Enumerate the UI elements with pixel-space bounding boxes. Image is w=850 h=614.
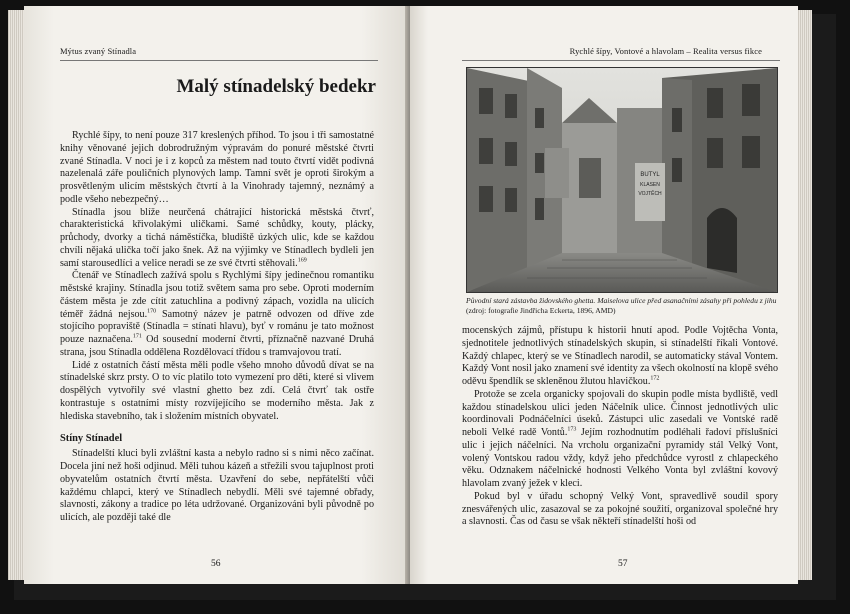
right-body-text bbox=[462, 325, 778, 529]
paragraph-text: Samotný název je patrně odvozen od dříve zde stojícího popraviště (Stínadla = stínati hlavu), byť v románu je tato možnost pouze naznačena. bbox=[60, 308, 375, 345]
paragraph-text: Stínadla jsou blíže neurčená chátrající historická městská čtvrť, charakteristická křivolakými uličkami. Samé schůdky, kouty, plácky, průchody, dvorky a tichá náměstíčka, bludiště úzkých ulic, kde se každou chvíli nějaká ulička točí jako šnek. Až na výjimky ve Stínadlech bydleli jen samí starousedlíci a velice neradi se ze své čtvrti stěhovali. bbox=[60, 206, 374, 269]
paragraph-text: Protože se zcela organicky spojovali do skupin podle místa bydliště, vedl každou stínadelskou ulici jeden Náčelník ulice. Činnost jednotlivých ulic koordinovali Podnáčelníci úseků. Zástupci ulic zasedali ve Vontské radě neboli Velké radě Vontů. bbox=[462, 388, 778, 438]
header-rule bbox=[462, 60, 780, 61]
section-heading: Stíny Stínadel bbox=[60, 433, 123, 445]
paragraph bbox=[60, 130, 374, 207]
paragraph bbox=[60, 207, 374, 271]
footnote-ref[interactable]: 170 bbox=[147, 308, 157, 315]
paragraph-text: Stínadelští kluci byli zvláštní kasta a nebylo radno si s nimi něco začínat. Docela jiní než hoši odjinud. Měli tuhou kázeň a střežili svou tajuplnost proti obyvatelům ostatních čtvrtí města. Uzavření do sebe, nepřátelští vůči každému chlapci, který ve Stínadlech nebydlí. Měli své tajemné obřady, slavnosti, zákony a tradice po léta udržované. Organizováni byli původně po ulicích, ale později také dle bbox=[60, 448, 374, 523]
paragraph-text: mocenských zájmů, přístupu k historii hnutí apod. Podle Vojtěcha Vonta, sjednotitele jednotlivých stínadelských skupin, si stínadelští říkali Vontové. Každý chlapec, který se ve Stínadlech narodil, se automaticky stával Vontem. Každý Vont nosil jako znamení své identity za všech okolností na klopě svého oděvu špendlík se skleněnou žlutou hlavičkou. bbox=[462, 325, 778, 387]
paragraph bbox=[60, 448, 374, 525]
left-page bbox=[24, 6, 416, 584]
page-edge-right bbox=[798, 10, 812, 580]
running-head-left: Mýtus zvaný Stínadla bbox=[60, 46, 137, 56]
page-number-right: 57 bbox=[618, 559, 628, 569]
footnote-ref[interactable]: 173 bbox=[567, 426, 577, 433]
footnote-ref[interactable]: 169 bbox=[297, 257, 307, 264]
photo-caption bbox=[466, 296, 778, 315]
left-body-text bbox=[60, 130, 374, 525]
shop-sign-text: BUTYL bbox=[640, 172, 660, 178]
chapter-title: Malý stínadelský bedekr bbox=[176, 76, 376, 97]
paragraph-text: Lidé z ostatních částí města měli podle všeho mnoho důvodů dívat se na stínadelské skrz prsty. O to víc platilo toto vymezení pro děti, které si vlivem dospělých vytvořily své vlastní ghetto bez zdí. Celá čtvrť tak ostře kontrastuje s ostatními místy rozvíjejícího se moderního města. Jak z hlediska stavebního, tak i složením místních obyvatel. bbox=[60, 359, 374, 422]
paragraph bbox=[462, 389, 778, 491]
caption-text: Původní stará zástavba židovského ghetta. Maiselova ulice před asanačními zásahy při pohledu z jihu bbox=[466, 296, 777, 305]
right-page bbox=[410, 6, 798, 584]
historical-photo bbox=[466, 67, 778, 293]
paragraph bbox=[462, 325, 778, 389]
paragraph bbox=[462, 491, 778, 529]
shop-sign-text: VOJTĚCH bbox=[638, 191, 662, 197]
paragraph bbox=[60, 270, 374, 359]
footnote-ref[interactable]: 172 bbox=[650, 375, 660, 382]
paragraph-text: Jejím rozhodnutím podléhali řadoví příslušníci ulic i jejich náčelníci. Na vrcholu organizační pyramidy stál Velký Vont, volený Vontskou radou vždy, když jeho předchůdce vyrostl z chlapeckého věku. Odznakem náčelnické hodnosti Velkého Vonta byl zvláštní kovový hlavolam zvaný ježek v kleci. bbox=[462, 427, 778, 489]
page-number-left: 56 bbox=[211, 559, 221, 569]
shop-sign-text: KLASEN bbox=[640, 182, 660, 188]
paragraph-text: Pokud byl v úřadu schopný Velký Vont, spravedlivě soudil spory znesvářených ulic, zasazoval se za pokojné soužití, organizoval společné hry a slavnosti. Čas od času se však někteří stínadelští hoši od bbox=[462, 490, 778, 528]
caption-source: (zdroj: fotografie Jindřicha Eckerta, 1896, AMD) bbox=[466, 305, 616, 315]
footnote-ref[interactable]: 171 bbox=[132, 333, 142, 340]
paragraph-text: Čtenář ve Stínadlech zažívá spolu s Rychlými šípy jedinečnou romantiku městské krajiny. Stínadla jsou totiž světem sama pro sebe. Oproti moderním částem města je zde cítit zatuchlina a podivný zápach, vozidla na ulicích téměř žádná nejsou. bbox=[60, 270, 374, 320]
paragraph-text: Od sousední moderní čtvrti, příznačně nazvané Druhá strana, jsou Stínadla oddělena Rozdělovací třídou s tramvajovou tratí. bbox=[60, 334, 374, 358]
street-photo-illustration bbox=[467, 68, 777, 292]
paragraph bbox=[60, 360, 374, 424]
header-rule bbox=[60, 60, 378, 61]
page-edge-left bbox=[8, 10, 24, 580]
running-head-right: Rychlé šípy, Vontové a hlavolam – Realita versus fikce bbox=[569, 46, 762, 56]
paragraph-text: Rychlé šípy, to není pouze 317 kreslených příhod. To jsou i tři samostatné knihy věnované jejich dobrodružným výpravám do ponuré městské čtvrti zvané Stínadla. V noci je i z kopců za městem nad touto čtvrtí vidět podivná nazelenalá záře pouličních plynových lamp. Tamní svět je oproti širokým a prosvětleným ulicím městských čtvrtí à la Vinohrady tajemný, neznámý a podle všeho nebezpečný… bbox=[60, 130, 374, 205]
